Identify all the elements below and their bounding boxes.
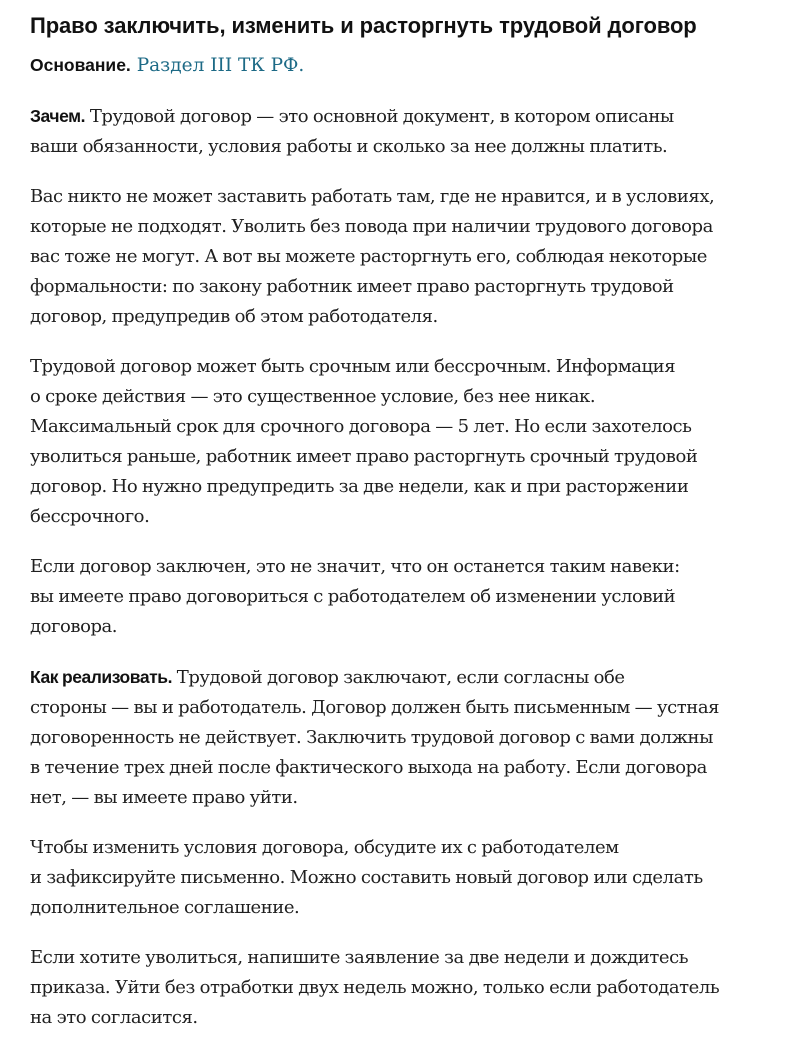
paragraph-line: [30, 753, 769, 783]
line-text: Трудовой договор может быть срочным или бессрочным. Информация: [30, 356, 676, 377]
line-text: формальности: по закону работник имеет право расторгнуть трудовой: [30, 276, 674, 297]
paragraph-line: [30, 302, 769, 332]
paragraph-line: [30, 472, 769, 502]
paragraph: [30, 833, 769, 923]
paragraph-line: [30, 182, 769, 212]
paragraph-line: [30, 973, 769, 1003]
paragraph-line: [30, 132, 769, 162]
paragraph-line: [30, 242, 769, 272]
line-text: Чтобы изменить условия договора, обсудите их с работодателем: [30, 837, 619, 858]
paragraph-lead: Как реализовать.: [30, 667, 172, 687]
paragraph-line: [30, 212, 769, 242]
paragraph: [30, 101, 769, 162]
line-text: Вас никто не может заставить работать там, где не нравится, и в условиях,: [30, 186, 715, 207]
line-text: уволиться раньше, работник имеет право расторгнуть срочный трудовой: [30, 446, 698, 467]
paragraph: [30, 352, 769, 532]
line-text: дополнительное соглашение.: [30, 897, 300, 918]
line-text: Если договор заключен, это не значит, что он останется таким навеки:: [30, 556, 680, 577]
line-text: приказа. Уйти без отработки двух недель можно, только если работодатель: [30, 977, 720, 998]
paragraph-lead: Зачем.: [30, 106, 86, 126]
line-text: договор. Но нужно предупредить за две недели, как и при расторжении: [30, 476, 689, 497]
line-text: Если хотите уволиться, напишите заявление за две недели и дождитесь: [30, 947, 689, 968]
paragraph-line: [30, 352, 769, 382]
paragraph-line: [30, 783, 769, 813]
line-text: ваши обязанности, условия работы и сколько за нее должны платить.: [30, 136, 668, 157]
line-text: договор, предупредив об этом работодателя.: [30, 306, 438, 327]
paragraph-line: [30, 412, 769, 442]
paragraph-line: [30, 693, 769, 723]
paragraph-line: [30, 943, 769, 973]
paragraph-line: [30, 552, 769, 582]
paragraph: [30, 552, 769, 642]
paragraph-line: [30, 723, 769, 753]
line-text: в течение трех дней после фактического выхода на работу. Если договора: [30, 757, 707, 778]
line-text: на это согласится.: [30, 1007, 198, 1028]
line-text: которые не подходят. Уволить без повода при наличии трудового договора: [30, 216, 713, 237]
paragraph-line: [30, 833, 769, 863]
paragraph-line: [30, 442, 769, 472]
paragraph-line: [30, 502, 769, 532]
paragraph: [30, 662, 769, 813]
paragraph: [30, 943, 769, 1033]
paragraph-line: [30, 272, 769, 302]
paragraph-line: [30, 863, 769, 893]
line-text: договора.: [30, 616, 118, 637]
paragraph-line: [30, 101, 769, 132]
paragraph-line: [30, 582, 769, 612]
paragraph-line: [30, 612, 769, 642]
article-body: [30, 101, 769, 1033]
line-text: вас тоже не могут. А вот вы можете расторгнуть его, соблюдая некоторые: [30, 246, 707, 267]
line-text: нет, — вы имеете право уйти.: [30, 787, 298, 808]
line-text: стороны — вы и работодатель. Договор должен быть письменным — устная: [30, 697, 720, 718]
paragraph: [30, 182, 769, 332]
line-text: Максимальный срок для срочного договора — 5 лет. Но если захотелось: [30, 416, 692, 437]
line-text: бессрочного.: [30, 506, 150, 527]
paragraph-line: [30, 893, 769, 923]
paragraph-line: [30, 382, 769, 412]
line-text: договоренность не действует. Заключить трудовой договор с вами должны: [30, 727, 713, 748]
paragraph-line: [30, 1003, 769, 1033]
line-text: вы имеете право договориться с работодателем об изменении условий: [30, 586, 676, 607]
basis-line: [30, 50, 769, 81]
basis-lead: Основание.: [30, 55, 131, 75]
line-text: и зафиксируйте письменно. Можно составить новый договор или сделать: [30, 867, 703, 888]
law-section-link[interactable]: Раздел III ТК РФ.: [136, 55, 305, 76]
line-text: Трудовой договор заключают, если согласны обе: [176, 667, 625, 688]
line-text: о сроке действия — это существенное условие, без нее никак.: [30, 386, 596, 407]
article-title: Право заключить, изменить и расторгнуть трудовой договор: [30, 13, 697, 38]
line-text: Трудовой договор — это основной документ, в котором описаны: [89, 106, 674, 127]
paragraph-line: [30, 662, 769, 693]
